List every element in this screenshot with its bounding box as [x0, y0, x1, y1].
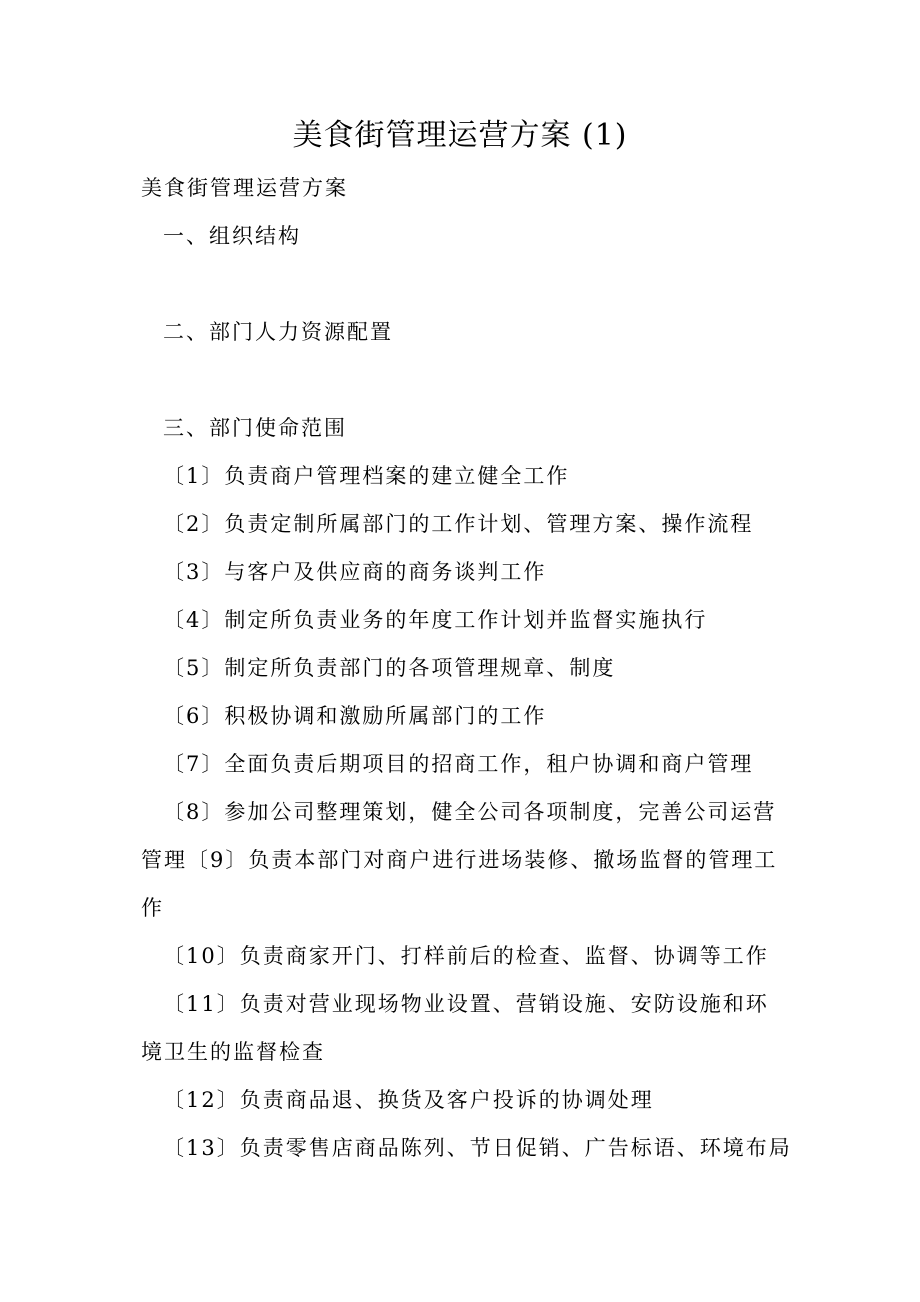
- list-item: 〔10〕负责商家开门、打样前后的检查、监督、协调等工作: [163, 944, 769, 968]
- list-item: 〔3〕与客户及供应商的商务谈判工作: [163, 560, 547, 584]
- list-item: 〔13〕负责零售店商品陈列、节日促销、广告标语、环境布局: [163, 1136, 792, 1160]
- list-item: 〔8〕参加公司整理策划，健全公司各项制度，完善公司运营管理〔9〕负责本部门对商户进行进场装修、撤场监督的管理工作: [141, 800, 778, 920]
- blank-line: [141, 356, 791, 404]
- list-item: 〔5〕制定所负责部门的各项管理规章、制度: [163, 656, 616, 680]
- list-item: 〔6〕积极协调和激励所属部门的工作: [163, 704, 547, 728]
- document-body: [141, 164, 791, 1172]
- list-item: 〔7〕全面负责后期项目的招商工作，租户协调和商户管理: [163, 752, 754, 776]
- list-item: 〔12〕负责商品退、换货及客户投诉的协调处理: [163, 1088, 654, 1112]
- section-heading-3: 三、部门使命范围: [163, 416, 347, 440]
- document-subtitle: 美食街管理运营方案: [141, 176, 348, 200]
- blank-line: [141, 260, 791, 308]
- list-item: 〔2〕负责定制所属部门的工作计划、管理方案、操作流程: [163, 512, 754, 536]
- list-item: 〔4〕制定所负责业务的年度工作计划并监督实施执行: [163, 608, 708, 632]
- document-title: 美食街管理运营方案 (1): [292, 118, 628, 153]
- list-item: 〔11〕负责对营业现场物业设置、营销设施、安防设施和环境卫生的监督检查: [141, 992, 769, 1064]
- section-heading-2: 二、部门人力资源配置: [163, 320, 393, 344]
- list-item: 〔1〕负责商户管理档案的建立健全工作: [163, 464, 570, 488]
- section-heading-1: 一、组织结构: [163, 224, 301, 248]
